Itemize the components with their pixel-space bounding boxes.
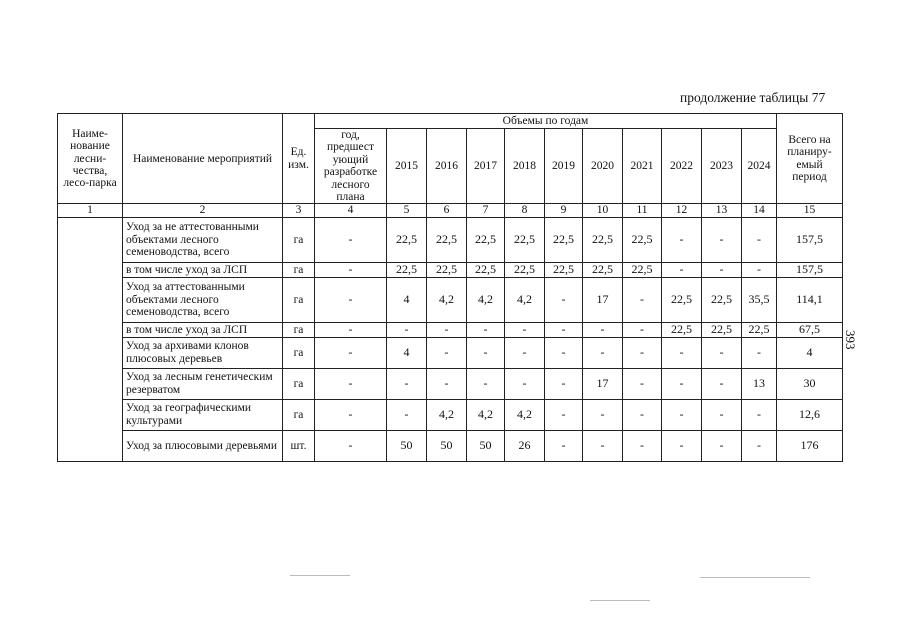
unit-cell: га [283,322,315,337]
total-cell: 30 [777,368,843,399]
activity-name: Уход за аттестованными объектами лесного семеноводства, всего [123,277,283,322]
activity-name: в том числе уход за ЛСП [123,262,283,277]
table-row [58,217,843,262]
column-number: 11 [623,204,662,217]
year-value-cell: - [623,399,662,430]
year-value-cell: 22,5 [427,262,467,277]
year-value-cell: - [467,322,505,337]
year-value-cell: 13 [742,368,777,399]
header-year: 2016 [427,129,467,204]
activity-name: Уход за плюсовыми деревьями [123,430,283,461]
year-value-cell: 4,2 [467,277,505,322]
prior-year-cell: - [315,217,387,262]
year-value-cell: - [623,430,662,461]
total-cell: 114,1 [777,277,843,322]
column-number: 7 [467,204,505,217]
prior-year-cell: - [315,430,387,461]
year-value-cell: 4,2 [467,399,505,430]
column-number: 9 [545,204,583,217]
header-total: Всего на планиру-емый период [777,114,843,204]
year-value-cell: 17 [583,368,623,399]
year-value-cell: 22,5 [662,322,702,337]
year-value-cell: 22,5 [702,277,742,322]
year-value-cell: - [427,322,467,337]
prior-year-cell: - [315,368,387,399]
column-number: 13 [702,204,742,217]
unit-cell: га [283,262,315,277]
year-value-cell: - [742,262,777,277]
year-value-cell: 22,5 [467,217,505,262]
table-row [58,277,843,322]
year-value-cell: - [623,322,662,337]
header-year: 2019 [545,129,583,204]
table-row [58,368,843,399]
prior-year-cell: - [315,322,387,337]
year-value-cell: 4,2 [505,277,545,322]
year-value-cell: 26 [505,430,545,461]
year-value-cell: - [545,368,583,399]
header-year: 2021 [623,129,662,204]
year-value-cell: 22,5 [583,262,623,277]
page-number: 393 [843,330,858,350]
unit-cell: га [283,277,315,322]
header-years-group: Объемы по годам [315,114,777,129]
header-forestry: Наиме-нование лесни-чества, лесо-парка [58,114,123,204]
column-number: 3 [283,204,315,217]
total-cell: 157,5 [777,217,843,262]
year-value-cell: 22,5 [662,277,702,322]
year-value-cell: 50 [427,430,467,461]
year-value-cell: - [662,337,702,368]
year-value-cell: 22,5 [467,262,505,277]
year-value-cell: 22,5 [387,262,427,277]
column-number-row [58,204,843,217]
year-value-cell: 22,5 [387,217,427,262]
year-value-cell: - [427,337,467,368]
year-value-cell: 4 [387,337,427,368]
activity-name: Уход за не аттестованными объектами лесного семеноводства, всего [123,217,283,262]
year-value-cell: - [505,368,545,399]
header-year: 2017 [467,129,505,204]
activity-name: Уход за лесным генетическим резерватом [123,368,283,399]
total-cell: 4 [777,337,843,368]
prior-year-cell: - [315,337,387,368]
year-value-cell: 22,5 [505,262,545,277]
year-value-cell: - [702,399,742,430]
prior-year-cell: - [315,262,387,277]
year-value-cell: 22,5 [702,322,742,337]
table-row [58,337,843,368]
year-value-cell: - [467,337,505,368]
year-value-cell: - [623,277,662,322]
year-value-cell: - [702,368,742,399]
header-year: 2018 [505,129,545,204]
column-number: 8 [505,204,545,217]
year-value-cell: - [742,430,777,461]
year-value-cell: - [702,430,742,461]
year-value-cell: 22,5 [505,217,545,262]
activities-table [57,113,843,462]
year-value-cell: - [742,217,777,262]
year-value-cell: 22,5 [545,262,583,277]
header-year: 2023 [702,129,742,204]
year-value-cell: - [662,430,702,461]
total-cell: 176 [777,430,843,461]
year-value-cell: 22,5 [623,262,662,277]
header-year: 2022 [662,129,702,204]
year-value-cell: - [662,399,702,430]
year-value-cell: - [427,368,467,399]
activity-name: Уход за архивами клонов плюсовых деревьев [123,337,283,368]
unit-cell: га [283,368,315,399]
prior-year-cell: - [315,399,387,430]
table-row [58,399,843,430]
year-value-cell: - [583,337,623,368]
forestry-cell [58,217,123,461]
year-value-cell: - [545,322,583,337]
header-year: 2015 [387,129,427,204]
column-number: 12 [662,204,702,217]
header-year: 2024 [742,129,777,204]
year-value-cell: - [742,399,777,430]
header-year: 2020 [583,129,623,204]
year-value-cell: 4,2 [505,399,545,430]
column-number: 6 [427,204,467,217]
unit-cell: га [283,337,315,368]
prior-year-cell: - [315,277,387,322]
year-value-cell: - [583,322,623,337]
column-number: 2 [123,204,283,217]
year-value-cell: 4 [387,277,427,322]
year-value-cell: - [662,262,702,277]
header-prior-year: год, предшест ующий разработке лесного плана [315,129,387,204]
year-value-cell: 22,5 [742,322,777,337]
year-value-cell: 22,5 [623,217,662,262]
year-value-cell: - [583,430,623,461]
year-value-cell: 50 [467,430,505,461]
year-value-cell: - [387,399,427,430]
column-number: 4 [315,204,387,217]
table-caption: продолжение таблицы 77 [680,90,826,105]
year-value-cell: 4,2 [427,277,467,322]
column-number: 1 [58,204,123,217]
activity-name: Уход за географическими культурами [123,399,283,430]
year-value-cell: - [662,368,702,399]
year-value-cell: 4,2 [427,399,467,430]
activity-name: в том числе уход за ЛСП [123,322,283,337]
year-value-cell: 17 [583,277,623,322]
total-cell: 157,5 [777,262,843,277]
year-value-cell: - [702,337,742,368]
year-value-cell: - [387,368,427,399]
column-number: 5 [387,204,427,217]
year-value-cell: 22,5 [583,217,623,262]
total-cell: 12,6 [777,399,843,430]
column-number: 10 [583,204,623,217]
year-value-cell: 22,5 [427,217,467,262]
year-value-cell: - [545,430,583,461]
unit-cell: га [283,217,315,262]
total-cell: 67,5 [777,322,843,337]
year-value-cell: - [505,322,545,337]
year-value-cell: 35,5 [742,277,777,322]
unit-cell: га [283,399,315,430]
column-number: 15 [777,204,843,217]
unit-cell: шт. [283,430,315,461]
year-value-cell: - [662,217,702,262]
year-value-cell: - [467,368,505,399]
year-value-cell: - [545,399,583,430]
year-value-cell: 50 [387,430,427,461]
year-value-cell: - [545,277,583,322]
year-value-cell: - [702,262,742,277]
year-value-cell: - [387,322,427,337]
year-value-cell: - [623,368,662,399]
year-value-cell: - [702,217,742,262]
table-row [58,322,843,337]
header-activity: Наименование мероприятий [123,114,283,204]
year-value-cell: - [742,337,777,368]
table-row [58,430,843,461]
year-value-cell: 22,5 [545,217,583,262]
year-value-cell: - [583,399,623,430]
year-value-cell: - [505,337,545,368]
header-unit: Ед. изм. [283,114,315,204]
year-value-cell: - [623,337,662,368]
year-value-cell: - [545,337,583,368]
table-row [58,262,843,277]
column-number: 14 [742,204,777,217]
